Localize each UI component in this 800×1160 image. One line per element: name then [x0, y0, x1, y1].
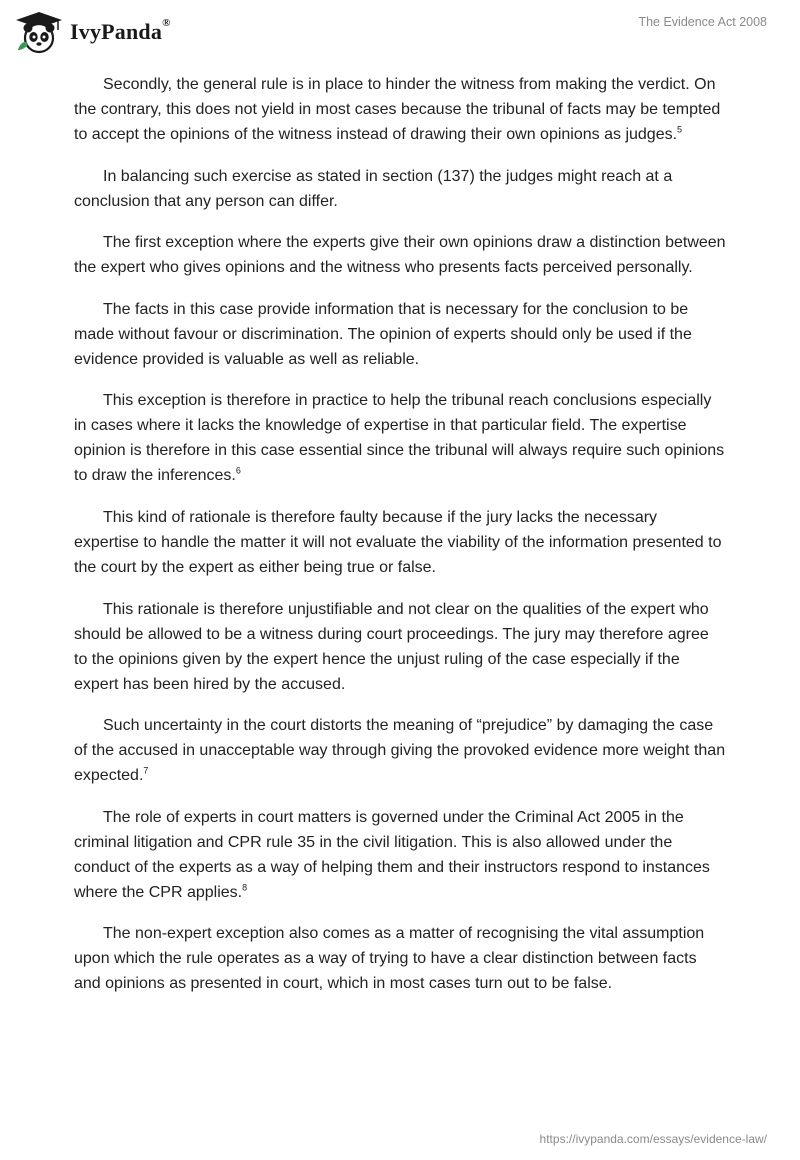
ivypanda-logo[interactable]: [14, 8, 171, 56]
footnote-ref: 6: [235, 466, 241, 477]
document-title: The Evidence Act 2008: [638, 15, 767, 29]
brand-name: IvyPanda®: [70, 17, 171, 44]
paragraph: The first exception where the experts give their own opinions draw a distinction between the expert who gives opinions and the witness who presents facts perceived personally.: [74, 234, 726, 277]
paragraph: This kind of rationale is therefore faulty because if the jury lacks the necessary expertise to handle the matter it will not evaluate the viability of the information presented to the court by the expert as either being true or false.: [74, 508, 722, 576]
source-url[interactable]: https://ivypanda.com/essays/evidence-law/: [539, 1132, 767, 1146]
essay-body: [74, 72, 726, 1013]
footnote-ref: 8: [242, 882, 248, 893]
footnote-ref: 7: [143, 765, 149, 776]
footnote-ref: 5: [677, 124, 683, 135]
page-header: [0, 0, 800, 60]
panda-graduation-cap-icon: [14, 10, 64, 54]
paragraph: The non-expert exception also comes as a matter of recognising the vital assumption upon which the rule operates as a way of trying to have a clear distinction between facts and opinions as presented in court, which in most cases turn out to be false.: [74, 925, 705, 993]
paragraph: In balancing such exercise as stated in section (137) the judges might reach at a conclusion that any person can differ.: [74, 167, 673, 210]
paragraph: Such uncertainty in the court distorts the meaning of “prejudice” by damaging the case of the accused in unacceptable way through giving the provoked evidence more weight than expected.$^7$: [74, 717, 726, 785]
paragraph: The role of experts in court matters is governed under the Criminal Act 2005 in the criminal litigation and CPR rule 35 in the civil litigation. This is also allowed under the conduct of the experts as a way of helping them and their instructors respond to instances where the CPR applies.$^8$: [74, 808, 710, 901]
paragraph: This rationale is therefore unjustifiable and not clear on the qualities of the expert who should be allowed to be a witness during court proceedings. The jury may therefore agree to the opinions given by the expert hence the unjust ruling of the case especially if the expert has been hired by the accused.: [74, 600, 709, 693]
paragraph: This exception is therefore in practice to help the tribunal reach conclusions especially in cases where it lacks the knowledge of expertise in that particular field. The expertise opinion is therefore in this case essential since the tribunal will always require such opinions to draw the inferences.$^6$: [74, 392, 725, 485]
paragraph: Secondly, the general rule is in place to hinder the witness from making the verdict. On the contrary, this does not yield in most cases because the tribunal of facts may be tempted to accept the opinions of the witness instead of drawing their own opinions as judges.$^5$: [74, 76, 721, 143]
paragraph: The facts in this case provide information that is necessary for the conclusion to be made without favour or discrimination. The opinion of experts should only be used if the evidence provided is valuable as well as reliable.: [74, 300, 692, 368]
